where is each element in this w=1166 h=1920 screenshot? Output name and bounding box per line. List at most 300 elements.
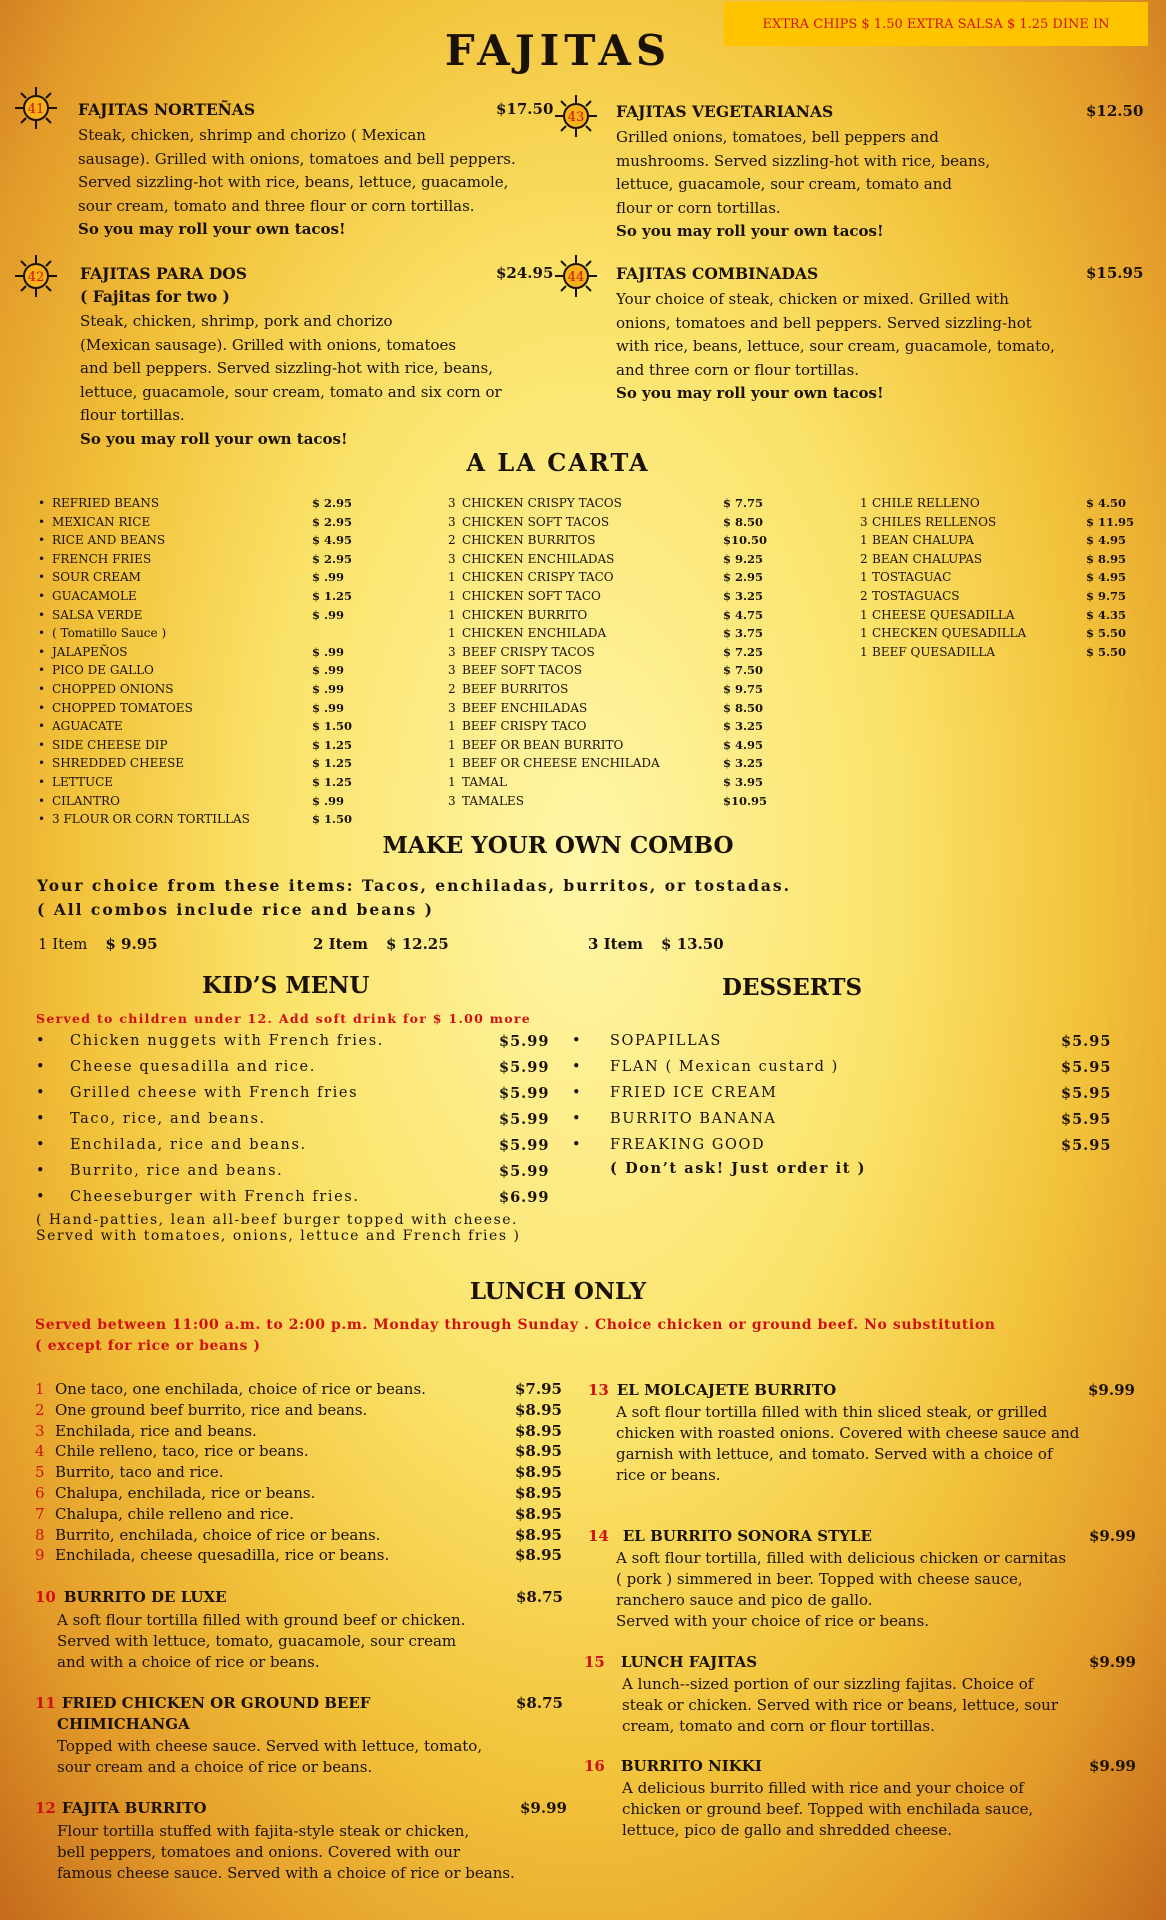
carta-item-name: PICO DE GALLO bbox=[52, 663, 154, 678]
kid-menu-item bbox=[36, 1111, 556, 1137]
carta-item-price: $ .99 bbox=[312, 793, 345, 808]
carta-column-tacos bbox=[448, 494, 768, 810]
carta-title: A LA CARTA bbox=[466, 448, 650, 477]
kid-item-name: Cheese quesadilla and rice. bbox=[70, 1059, 316, 1075]
lunch-item-price: $8.95 bbox=[515, 1546, 562, 1565]
fajita-name: FAJITAS PARA DOS bbox=[80, 264, 248, 283]
carta-qty: 1 bbox=[448, 737, 456, 752]
kids-title: KID’S MENU bbox=[202, 972, 370, 999]
lunch-item-price: $8.75 bbox=[516, 1588, 563, 1606]
carta-item-price: $ 4.95 bbox=[1086, 533, 1127, 548]
carta-item-name: BEAN CHALUPAS bbox=[872, 551, 983, 566]
carta-row bbox=[448, 680, 768, 699]
lunch-item-desc: A delicious burrito filled with rice and your choice of chicken or ground beef. Topped with enchilada sauce, lettuce, pico de gallo and shredded cheese. bbox=[622, 1779, 1034, 1839]
carta-item-name: CHICKEN ENCHILADAS bbox=[462, 551, 615, 566]
kid-item-price: $5.99 bbox=[499, 1111, 550, 1128]
lunch-item-name: Burrito, taco and rice. bbox=[55, 1463, 224, 1482]
carta-qty: • bbox=[38, 607, 46, 622]
dessert-price: $5.95 bbox=[1061, 1059, 1112, 1076]
lunch-item-name: BURRITO NIKKI bbox=[620, 1757, 762, 1775]
lunch-item bbox=[35, 1380, 575, 1401]
carta-qty: 1 bbox=[448, 756, 456, 771]
lunch-item-desc: A soft flour tortilla filled with ground beef or chicken. Served with lettuce, tomato, guacamole, sour cream and with a choice of rice or beans. bbox=[57, 1611, 466, 1671]
carta-row bbox=[448, 550, 768, 569]
bullet-icon: • bbox=[36, 1059, 47, 1075]
kid-item-price: $5.99 bbox=[499, 1163, 550, 1180]
carta-item-price: $ 3.25 bbox=[723, 719, 764, 734]
carta-qty: 1 bbox=[860, 570, 868, 585]
carta-item-name: RICE AND BEANS bbox=[52, 533, 166, 548]
desserts-title: DESSERTS bbox=[722, 974, 863, 1001]
carta-item-name: BEEF CRISPY TACOS bbox=[462, 644, 595, 659]
lunch-item-name: FRIED CHICKEN OR GROUND BEEF bbox=[61, 1694, 371, 1712]
carta-row bbox=[38, 531, 353, 550]
bullet-icon: • bbox=[36, 1137, 47, 1153]
carta-qty: 1 bbox=[448, 588, 456, 603]
bullet-icon: • bbox=[36, 1163, 47, 1179]
kids-note: Served to children under 12. Add soft drink for $ 1.00 more bbox=[36, 1011, 532, 1026]
carta-item-price: $ 7.50 bbox=[723, 663, 764, 678]
sun-icon bbox=[14, 86, 58, 130]
carta-item-price: $ 4.50 bbox=[1086, 496, 1127, 510]
dessert-price: $5.95 bbox=[1061, 1137, 1112, 1154]
carta-item-name: CHILES RELLENOS bbox=[872, 514, 997, 529]
carta-item-name: CHICKEN CRISPY TACOS bbox=[462, 496, 622, 510]
lunch-item-price: $9.99 bbox=[1088, 1381, 1135, 1399]
kid-item-name: Taco, rice, and beans. bbox=[70, 1111, 266, 1127]
dessert-item bbox=[572, 1085, 1112, 1111]
carta-qty: 1 bbox=[448, 719, 456, 734]
carta-item-name: CHECKEN QUESADILLA bbox=[872, 626, 1027, 641]
carta-row bbox=[860, 513, 1135, 532]
bullet-icon: • bbox=[572, 1085, 583, 1101]
carta-qty: 3 bbox=[448, 700, 456, 715]
lunch-item-name: Burrito, enchilada, choice of rice or beans. bbox=[55, 1525, 381, 1544]
carta-row bbox=[860, 624, 1130, 643]
lunch-item bbox=[35, 1526, 575, 1547]
carta-item-price: $ 4.95 bbox=[1086, 570, 1127, 585]
carta-item-name: CHEESE QUESADILLA bbox=[872, 607, 1015, 622]
lunch-item bbox=[35, 1484, 575, 1505]
sun-icon-number: 43 bbox=[567, 110, 585, 125]
lunch-item-price: $8.95 bbox=[515, 1483, 562, 1502]
carta-item-price: $10.95 bbox=[723, 793, 768, 808]
fajitas-title: FAJITAS bbox=[444, 26, 672, 75]
fajita-name: FAJITAS VEGETARIANAS bbox=[616, 102, 834, 121]
lunch-item-10: 10 BURRITO DE LUXE $8.75 A soft flour tortilla filled with ground beef or chicken. Served with lettuce, tomato, guacamole, sour cream and with a choice of rice or beans. bbox=[35, 1588, 575, 1673]
fajita-desc: Grilled onions, tomatoes, bell peppers and mushrooms. Served sizzling-hot with rice, beans, lettuce, guacamole, sour cream, tomato and flour or corn tortillas. So you may roll your own tacos! bbox=[616, 126, 990, 244]
carta-row bbox=[448, 773, 768, 792]
carta-qty: 1 bbox=[860, 626, 868, 641]
carta-row bbox=[38, 550, 353, 569]
lunch-item-name: BURRITO DE LUXE bbox=[63, 1588, 227, 1606]
carta-row bbox=[448, 699, 768, 718]
bullet-icon: • bbox=[572, 1111, 583, 1127]
carta-item-price: $ 11.95 bbox=[1086, 514, 1135, 529]
roll-note: So you may roll your own tacos! bbox=[78, 220, 346, 238]
lunch-item-15: 15 LUNCH FAJITAS $9.99 A lunch--sized portion of our sizzling fajitas. Choice of steak or chicken. Served with rice or beans, lettuce, sour cream, tomato and corn or flour tortillas. bbox=[584, 1653, 1136, 1735]
carta-item-name: BEEF OR BEAN BURRITO bbox=[462, 737, 624, 752]
carta-row bbox=[38, 680, 348, 699]
fajita-price: $15.95 bbox=[1086, 264, 1144, 282]
carta-item-name: CHICKEN ENCHILADA bbox=[462, 626, 607, 641]
lunch-item-price: $8.95 bbox=[515, 1421, 562, 1440]
lunch-item-number: 2 bbox=[35, 1400, 45, 1419]
carta-qty: 3 bbox=[448, 793, 456, 808]
lunch-item-name: Chalupa, chile relleno and rice. bbox=[55, 1504, 294, 1523]
carta-item-price: $ 5.50 bbox=[1086, 626, 1127, 641]
lunch-item-name: Enchilada, cheese quesadilla, rice or beans. bbox=[55, 1546, 390, 1565]
carta-qty: 1 bbox=[448, 607, 456, 622]
carta-item-price: $ .99 bbox=[312, 644, 345, 659]
carta-item-price: $ 4.75 bbox=[723, 607, 764, 622]
carta-qty: • bbox=[38, 588, 46, 603]
lunch-item-name: Chile relleno, taco, rice or beans. bbox=[55, 1442, 309, 1461]
carta-item-name: CHILE RELLENO bbox=[872, 496, 980, 510]
carta-item-price: $ 1.50 bbox=[312, 719, 353, 734]
kid-menu-item bbox=[36, 1137, 556, 1163]
carta-qty: 3 bbox=[448, 644, 456, 659]
lunch-item-name: One ground beef burrito, rice and beans. bbox=[55, 1400, 368, 1419]
carta-row bbox=[448, 792, 768, 811]
carta-item-price: $ .99 bbox=[312, 570, 345, 585]
fajita-price: $12.50 bbox=[1086, 102, 1144, 120]
carta-item-name: JALAPEÑOS bbox=[52, 644, 128, 659]
carta-item-name: LETTUCE bbox=[52, 774, 114, 789]
carta-row bbox=[38, 810, 353, 829]
kid-menu-item bbox=[36, 1033, 556, 1059]
carta-column-sides bbox=[38, 494, 353, 829]
carta-qty: • bbox=[38, 719, 46, 734]
lunch-item-price: $8.95 bbox=[515, 1504, 562, 1523]
kids-footnote: ( Hand-patties, lean all-beef burger topped with cheese. Served with tomatoes, onions, lettuce and French fries ) bbox=[36, 1212, 521, 1244]
carta-row bbox=[38, 643, 348, 662]
kid-item-price: $5.99 bbox=[499, 1137, 550, 1154]
lunch-item-desc: Topped with cheese sauce. Served with lettuce, tomato, sour cream and a choice of rice or beans. bbox=[57, 1737, 483, 1776]
carta-row bbox=[448, 624, 768, 643]
lunch-item-name: EL BURRITO SONORA STYLE bbox=[622, 1527, 872, 1545]
carta-row bbox=[38, 606, 348, 625]
carta-row bbox=[38, 792, 348, 811]
carta-item-price: $ 3.25 bbox=[723, 756, 764, 771]
carta-qty: • bbox=[38, 737, 46, 752]
kid-item-price: $5.99 bbox=[499, 1033, 550, 1050]
lunch-item-price: $8.95 bbox=[515, 1525, 562, 1544]
carta-item-name: BEEF SOFT TACOS bbox=[462, 663, 582, 678]
lunch-item-price: $8.95 bbox=[515, 1400, 562, 1419]
carta-row bbox=[448, 568, 768, 587]
lunch-item-number: 6 bbox=[35, 1483, 45, 1502]
carta-item-price: $ 4.95 bbox=[723, 737, 764, 752]
sun-icon bbox=[554, 254, 598, 298]
lunch-item bbox=[35, 1546, 575, 1567]
carta-qty: 2 bbox=[860, 588, 868, 603]
dessert-note: ( Don’t ask! Just order it ) bbox=[610, 1160, 867, 1177]
carta-item-price: $ 3.25 bbox=[723, 588, 764, 603]
kid-item-name: Grilled cheese with French fries bbox=[70, 1085, 359, 1101]
lunch-note: Served between 11:00 a.m. to 2:00 p.m. Monday through Sunday . Choice chicken or ground beef. No substitution bbox=[35, 1317, 996, 1333]
carta-item-name: CHICKEN BURRITO bbox=[462, 607, 588, 622]
lunch-item-13: 13 EL MOLCAJETE BURRITO $9.99 A soft flour tortilla filled with thin sliced steak, or grilled chicken with roasted onions. Covered with cheese sauce and garnish with lettuce, and tomato. Served with a choice of rice or beans. bbox=[588, 1381, 1135, 1484]
carta-item-price: $10.50 bbox=[723, 533, 768, 548]
carta-qty: • bbox=[38, 644, 46, 659]
lunch-item-name: EL MOLCAJETE BURRITO bbox=[616, 1381, 837, 1399]
carta-qty: • bbox=[38, 793, 46, 808]
carta-row bbox=[38, 699, 348, 718]
carta-row bbox=[38, 661, 348, 680]
carta-row bbox=[38, 587, 353, 606]
lunch-item bbox=[35, 1442, 575, 1463]
lunch-item bbox=[35, 1401, 575, 1422]
carta-item-name: FRENCH FRIES bbox=[52, 551, 152, 566]
carta-item-price: $ 7.75 bbox=[723, 496, 764, 510]
dessert-name: FRIED ICE CREAM bbox=[610, 1085, 778, 1101]
kid-item-price: $6.99 bbox=[499, 1189, 550, 1206]
carta-qty: 3 bbox=[448, 496, 456, 510]
dessert-name: FLAN ( Mexican custard ) bbox=[610, 1059, 839, 1075]
lunch-item-desc: Flour tortilla stuffed with fajita-style steak or chicken, bell peppers, tomatoes and onions. Covered with our famous cheese sauce. Served with a choice of rice or beans. bbox=[57, 1822, 515, 1882]
bullet-icon: • bbox=[572, 1137, 583, 1153]
lunch-item-name: Chalupa, enchilada, rice or beans. bbox=[55, 1483, 316, 1502]
roll-note: So you may roll your own tacos! bbox=[616, 222, 884, 240]
lunch-item-14: 14 EL BURRITO SONORA STYLE $9.99 A soft flour tortilla, filled with delicious chicken or carnitas ( pork ) simmered in beer. Topped with cheese sauce, ranchero sauce and pico de gallo. Served with your choice of rice or beans. bbox=[588, 1527, 1136, 1630]
carta-item-name: BEEF OR CHEESE ENCHILADA bbox=[462, 756, 660, 771]
carta-item-name: TAMAL bbox=[462, 774, 507, 789]
carta-item-name: MEXICAN RICE bbox=[52, 514, 151, 529]
carta-row bbox=[860, 606, 1130, 625]
lunch-item-price: $8.95 bbox=[515, 1442, 562, 1461]
kid-menu-item bbox=[36, 1059, 556, 1085]
carta-item-price: $ .99 bbox=[312, 681, 345, 696]
carta-row bbox=[38, 568, 348, 587]
fajita-price: $17.50 bbox=[496, 100, 554, 118]
carta-row bbox=[448, 494, 768, 513]
carta-item-price: $ .99 bbox=[312, 607, 345, 622]
carta-item-price: $ 4.95 bbox=[312, 533, 353, 548]
lunch-item-16: 16 BURRITO NIKKI $9.99 A delicious burrito filled with rice and your choice of chicken or ground beef. Topped with enchilada sauce, lettuce, pico de gallo and shredded cheese. bbox=[584, 1757, 1136, 1839]
fajita-name: FAJITAS NORTEÑAS bbox=[78, 100, 256, 119]
carta-item-name: SALSA VERDE bbox=[52, 607, 143, 622]
lunch-simple-list bbox=[35, 1380, 575, 1567]
lunch-item-price: $8.75 bbox=[516, 1694, 563, 1712]
carta-item-name: BEEF ENCHILADAS bbox=[462, 700, 588, 715]
kid-item-price: $5.99 bbox=[499, 1059, 550, 1076]
carta-item-price: $ 8.50 bbox=[723, 514, 764, 529]
dessert-item bbox=[572, 1033, 1112, 1059]
lunch-item-name: Enchilada, rice and beans. bbox=[55, 1421, 257, 1440]
combo-choices: Your choice from these items: Tacos, enchiladas, burritos, or tostadas. bbox=[37, 876, 792, 895]
lunch-item bbox=[35, 1463, 575, 1484]
carta-row bbox=[448, 661, 768, 680]
sun-icon bbox=[14, 254, 58, 298]
combo-title: MAKE YOUR OWN COMBO bbox=[382, 832, 734, 859]
carta-row bbox=[448, 736, 768, 755]
carta-row bbox=[38, 513, 353, 532]
carta-qty: 1 bbox=[448, 626, 456, 641]
carta-row bbox=[448, 643, 768, 662]
carta-qty: 2 bbox=[448, 533, 456, 548]
desserts-list bbox=[572, 1033, 1112, 1163]
carta-item-name: CHOPPED TOMATOES bbox=[52, 700, 193, 715]
carta-item-name: ( Tomatillo Sauce ) bbox=[52, 626, 167, 641]
carta-qty: 1 bbox=[448, 570, 456, 585]
carta-qty: • bbox=[38, 570, 46, 585]
carta-item-price: $ 9.25 bbox=[723, 551, 764, 566]
carta-item-price: $ 2.95 bbox=[312, 514, 353, 529]
carta-item-price: $ 3.95 bbox=[723, 774, 764, 789]
carta-item-name: CHOPPED ONIONS bbox=[52, 681, 174, 696]
carta-row bbox=[448, 606, 768, 625]
carta-qty: • bbox=[38, 496, 46, 510]
carta-item-name: CILANTRO bbox=[52, 793, 120, 808]
carta-qty: 1 bbox=[448, 774, 456, 789]
lunch-item-price: $8.95 bbox=[515, 1463, 562, 1482]
carta-qty: • bbox=[38, 700, 46, 715]
carta-row bbox=[448, 587, 768, 606]
carta-item-name: BEAN CHALUPA bbox=[872, 533, 974, 548]
carta-item-price: $ 5.50 bbox=[1086, 644, 1127, 659]
lunch-item-number: 3 bbox=[35, 1421, 45, 1440]
fajita-price: $24.95 bbox=[496, 264, 554, 282]
bullet-icon: • bbox=[36, 1189, 47, 1205]
carta-row bbox=[448, 717, 768, 736]
carta-item-name: SIDE CHEESE DIP bbox=[52, 737, 168, 752]
carta-item-name: CHICKEN SOFT TACO bbox=[462, 588, 601, 603]
carta-qty: 1 bbox=[860, 533, 868, 548]
lunch-item-number: 4 bbox=[35, 1442, 45, 1461]
bullet-icon: • bbox=[572, 1059, 583, 1075]
lunch-item-number: 1 bbox=[35, 1380, 45, 1398]
carta-item-price: $ .99 bbox=[312, 663, 345, 678]
kid-item-name: Cheeseburger with French fries. bbox=[70, 1189, 360, 1205]
fajita-subname: ( Fajitas for two ) bbox=[80, 287, 230, 306]
carta-item-name: 3 FLOUR OR CORN TORTILLAS bbox=[52, 812, 250, 827]
carta-row bbox=[38, 773, 353, 792]
combo-note: ( All combos include rice and beans ) bbox=[37, 900, 435, 919]
carta-row bbox=[860, 568, 1130, 587]
carta-row bbox=[38, 736, 353, 755]
carta-item-name: SHREDDED CHEESE bbox=[52, 756, 185, 771]
carta-item-price: $ 4.35 bbox=[1086, 607, 1127, 622]
carta-qty: • bbox=[38, 663, 46, 678]
bullet-icon: • bbox=[572, 1033, 583, 1049]
carta-row bbox=[860, 587, 1130, 606]
carta-row bbox=[38, 754, 353, 773]
lunch-item-price: $9.99 bbox=[1089, 1653, 1136, 1671]
carta-qty: 3 bbox=[448, 514, 456, 529]
lunch-item-price: $7.95 bbox=[515, 1380, 562, 1398]
carta-item-price: $ 2.95 bbox=[312, 551, 353, 566]
lunch-title: LUNCH ONLY bbox=[469, 1278, 647, 1305]
carta-item-price: $ .99 bbox=[312, 700, 345, 715]
carta-item-name: GUACAMOLE bbox=[52, 588, 137, 603]
lunch-item-desc: A soft flour tortilla filled with thin sliced steak, or grilled chicken with roasted onions. Covered with cheese sauce and garnish with lettuce, and tomato. Served with a choice of rice or beans. bbox=[616, 1403, 1080, 1484]
dessert-name: BURRITO BANANA bbox=[610, 1111, 777, 1127]
lunch-item-name: LUNCH FAJITAS bbox=[620, 1653, 758, 1671]
lunch-item-number: 8 bbox=[35, 1525, 45, 1544]
carta-row bbox=[860, 531, 1130, 550]
carta-item-name: CHICKEN BURRITOS bbox=[462, 533, 596, 548]
lunch-item-11: 11 FRIED CHICKEN OR GROUND BEEF $8.75 CHIMICHANGA Topped with cheese sauce. Served with lettuce, tomato, sour cream and a choice of rice or beans. bbox=[35, 1694, 575, 1778]
carta-item-price: $ 2.95 bbox=[312, 496, 353, 510]
bullet-icon: • bbox=[36, 1111, 47, 1127]
carta-row bbox=[448, 754, 768, 773]
carta-qty: • bbox=[38, 812, 46, 827]
combo-option-1: 1 Item $ 9.95 bbox=[38, 935, 158, 953]
kids-list bbox=[36, 1033, 556, 1215]
dessert-price: $5.95 bbox=[1061, 1111, 1112, 1128]
carta-item-price: $ 1.50 bbox=[312, 812, 353, 827]
lunch-item-name: One taco, one enchilada, choice of rice or beans. bbox=[55, 1380, 426, 1398]
carta-item-price: $ 9.75 bbox=[1086, 588, 1127, 603]
carta-qty: 2 bbox=[860, 551, 868, 566]
kid-menu-item bbox=[36, 1163, 556, 1189]
carta-item-name: CHICKEN SOFT TACOS bbox=[462, 514, 610, 529]
carta-item-price: $ 1.25 bbox=[312, 756, 353, 771]
lunch-item-number: 9 bbox=[35, 1546, 45, 1565]
kid-menu-item bbox=[36, 1085, 556, 1111]
fajita-desc: Steak, chicken, shrimp and chorizo ( Mexican sausage). Grilled with onions, tomatoes and bell peppers. Served sizzling-hot with rice, beans, lettuce, guacamole, sour cream, tomato and three flour or corn tortillas. So you may roll your own tacos! bbox=[78, 124, 516, 242]
carta-item-name: BEEF BURRITOS bbox=[462, 681, 569, 696]
carta-row bbox=[38, 624, 348, 643]
carta-qty: • bbox=[38, 551, 46, 566]
kid-item-name: Chicken nuggets with French fries. bbox=[70, 1033, 384, 1049]
carta-row bbox=[860, 494, 1130, 513]
lunch-item-number: 5 bbox=[35, 1463, 45, 1482]
carta-row bbox=[38, 494, 353, 513]
fajita-desc: Steak, chicken, shrimp, pork and chorizo (Mexican sausage). Grilled with onions, tomatoes and bell peppers. Served sizzling-hot with rice, beans, lettuce, guacamole, sour cream, tomato and six corn or flour tortillas. So you may roll your own tacos! bbox=[80, 310, 502, 451]
fajita-name: FAJITAS COMBINADAS bbox=[616, 264, 819, 283]
dessert-item bbox=[572, 1059, 1112, 1085]
carta-row bbox=[448, 513, 768, 532]
carta-qty: • bbox=[38, 774, 46, 789]
carta-item-name: REFRIED BEANS bbox=[52, 496, 160, 510]
carta-item-name: SOUR CREAM bbox=[52, 570, 141, 585]
carta-item-price: $ 1.25 bbox=[312, 737, 353, 752]
carta-qty: 1 bbox=[860, 496, 868, 510]
combo-option-2: 2 Item $ 12.25 bbox=[313, 935, 449, 953]
lunch-item-desc: A lunch--sized portion of our sizzling fajitas. Choice of steak or chicken. Served with rice or beans, lettuce, sour cream, tomato and corn or flour tortillas. bbox=[622, 1675, 1058, 1735]
fajita-desc: Your choice of steak, chicken or mixed. Grilled with onions, tomatoes and bell peppers. Served sizzling-hot with rice, beans, lettuce, sour cream, guacamole, tomato, and three corn or flour tortillas. So you may roll your own tacos! bbox=[616, 288, 1055, 406]
carta-qty: 1 bbox=[860, 607, 868, 622]
carta-item-price: $ 7.25 bbox=[723, 644, 764, 659]
lunch-item-name: FAJITA BURRITO bbox=[61, 1799, 207, 1817]
sun-icon-number: 44 bbox=[567, 270, 585, 285]
carta-row bbox=[448, 531, 768, 550]
lunch-item-number: 7 bbox=[35, 1504, 45, 1523]
sun-icon-number: 41 bbox=[27, 102, 45, 117]
carta-item-name: AGUACATE bbox=[52, 719, 123, 734]
lunch-note-exception: ( except for rice or beans ) bbox=[35, 1338, 261, 1354]
carta-qty: • bbox=[38, 626, 46, 641]
extras-banner: EXTRA CHIPS $ 1.50 EXTRA SALSA $ 1.25 DINE IN bbox=[724, 2, 1148, 46]
carta-item-name: BEEF CRISPY TACO bbox=[462, 719, 587, 734]
carta-item-name: BEEF QUESADILLA bbox=[872, 644, 996, 659]
kid-item-name: Enchilada, rice and beans. bbox=[70, 1137, 307, 1153]
carta-item-price: $ 3.75 bbox=[723, 626, 764, 641]
carta-qty: 1 bbox=[860, 644, 868, 659]
kid-item-name: Burrito, rice and beans. bbox=[70, 1163, 284, 1179]
carta-qty: • bbox=[38, 756, 46, 771]
kid-item-price: $5.99 bbox=[499, 1085, 550, 1102]
carta-item-price: $ 8.95 bbox=[1086, 551, 1127, 566]
roll-note: So you may roll your own tacos! bbox=[80, 429, 348, 448]
carta-row bbox=[38, 717, 353, 736]
dessert-price: $5.95 bbox=[1061, 1085, 1112, 1102]
carta-qty: • bbox=[38, 514, 46, 529]
carta-item-name: TOSTAGUACS bbox=[872, 588, 960, 603]
carta-qty: 3 bbox=[448, 663, 456, 678]
